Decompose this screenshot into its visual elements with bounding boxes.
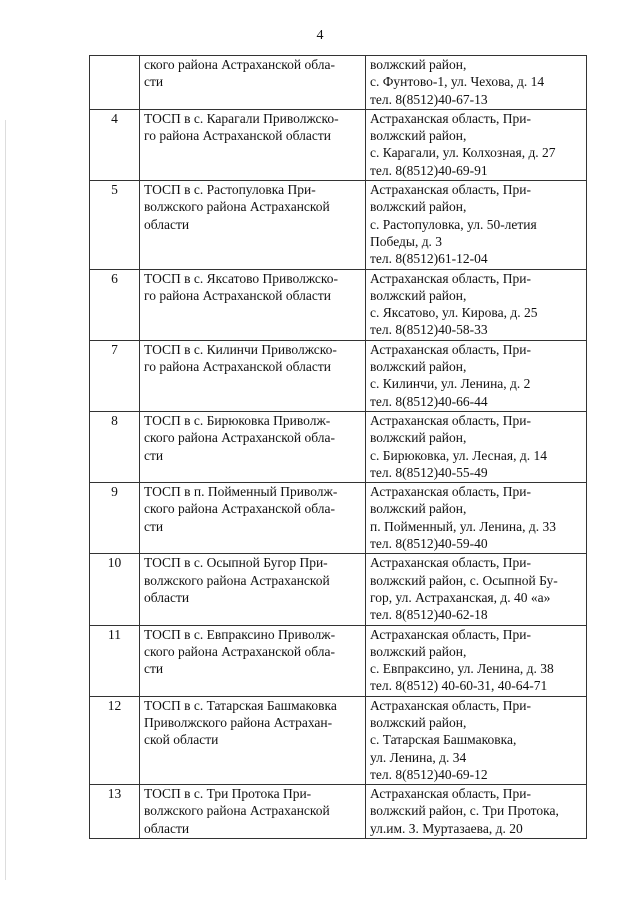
branch-name-line: ТОСП в с. Три Протока При- bbox=[144, 786, 312, 802]
branch-name-line: го района Астраханской области bbox=[144, 128, 331, 144]
branch-name-cell bbox=[140, 411, 366, 482]
address-cell bbox=[366, 411, 587, 482]
table-body bbox=[90, 56, 587, 839]
branch-name-line: Приволжского района Астрахан- bbox=[144, 714, 333, 730]
row-number bbox=[90, 56, 140, 110]
branch-name-line: сти bbox=[144, 661, 164, 677]
address-line: Астраханская область, При- bbox=[370, 412, 531, 428]
address-line: Астраханская область, При- bbox=[370, 626, 531, 642]
address-line: с. Бирюковка, ул. Лесная, д. 14 bbox=[370, 447, 547, 463]
branch-name-line: ского района Астраханской обла- bbox=[144, 57, 335, 72]
address-line: тел. 8(8512)40-67-13 bbox=[370, 91, 488, 107]
address-line: Астраханская область, При- bbox=[370, 484, 531, 500]
row-number: 8 bbox=[90, 411, 140, 482]
page-number: 4 bbox=[316, 28, 324, 43]
address-cell bbox=[366, 625, 587, 696]
table-row bbox=[90, 340, 587, 411]
branch-name-line: области bbox=[144, 589, 190, 605]
table-row bbox=[90, 56, 587, 110]
table-row bbox=[90, 785, 587, 839]
address-line: волжский район, bbox=[370, 128, 467, 144]
address-line: волжский район, с. Три Протока, bbox=[370, 803, 559, 819]
address-line: тел. 8(8512)40-55-49 bbox=[370, 464, 488, 480]
table-row bbox=[90, 411, 587, 482]
branch-name-line: ТОСП в с. Яксатово Приволжско- bbox=[144, 270, 339, 286]
address-line: тел. 8(8512)40-69-91 bbox=[370, 162, 488, 178]
scan-edge-line bbox=[5, 120, 6, 880]
table-row bbox=[90, 109, 587, 180]
row-number: 11 bbox=[90, 625, 140, 696]
address-cell bbox=[366, 340, 587, 411]
address-line: волжский район, с. Осыпной Бу- bbox=[370, 572, 558, 588]
branch-name-line: ТОСП в с. Бирюковка Приволж- bbox=[144, 412, 331, 428]
branch-name-line: ского района Астраханской обла- bbox=[144, 501, 335, 517]
address-cell bbox=[366, 269, 587, 340]
row-number: 13 bbox=[90, 785, 140, 839]
address-line: волжский район, bbox=[370, 714, 467, 730]
address-cell bbox=[366, 181, 587, 269]
row-number: 4 bbox=[90, 109, 140, 180]
address-cell bbox=[366, 785, 587, 839]
address-line: волжский район, bbox=[370, 501, 467, 517]
table-row bbox=[90, 483, 587, 554]
branch-name-cell bbox=[140, 785, 366, 839]
row-number: 5 bbox=[90, 181, 140, 269]
address-line: с. Килинчи, ул. Ленина, д. 2 bbox=[370, 376, 531, 392]
branch-name-line: сти bbox=[144, 74, 164, 90]
branch-name-line: ТОСП в с. Карагали Приволжско- bbox=[144, 110, 339, 126]
address-line: Победы, д. 3 bbox=[370, 233, 443, 249]
address-line: с. Растопуловка, ул. 50-летия bbox=[370, 216, 537, 232]
branch-name-line: области bbox=[144, 820, 190, 836]
address-line: с. Карагали, ул. Колхозная, д. 27 bbox=[370, 145, 556, 161]
address-line: с. Татарская Башмаковка, bbox=[370, 732, 517, 748]
address-line: волжский район, bbox=[370, 199, 467, 215]
address-cell bbox=[366, 56, 587, 110]
branch-name-line: ского района Астраханской обла- bbox=[144, 430, 335, 446]
address-cell bbox=[366, 483, 587, 554]
table-row bbox=[90, 696, 587, 784]
table-row bbox=[90, 269, 587, 340]
branch-name-cell bbox=[140, 181, 366, 269]
branch-name-line: ТОСП в с. Килинчи Приволжско- bbox=[144, 341, 337, 357]
address-line: Астраханская область, При- bbox=[370, 697, 531, 713]
branch-name-line: ской области bbox=[144, 732, 219, 748]
address-line: тел. 8(8512)40-62-18 bbox=[370, 607, 488, 623]
address-line: Астраханская область, При- bbox=[370, 270, 531, 286]
branch-name-line: ТОСП в п. Пойменный Приволж- bbox=[144, 484, 338, 500]
branch-name-line: области bbox=[144, 216, 190, 232]
row-number: 7 bbox=[90, 340, 140, 411]
table-row bbox=[90, 625, 587, 696]
address-cell bbox=[366, 109, 587, 180]
address-line: волжский район, bbox=[370, 430, 467, 446]
address-line: Астраханская область, При- bbox=[370, 786, 531, 802]
address-line: с. Фунтово-1, ул. Чехова, д. 14 bbox=[370, 74, 545, 90]
branch-name-cell bbox=[140, 56, 366, 110]
address-line: с. Евпраксино, ул. Ленина, д. 38 bbox=[370, 661, 554, 677]
address-line: ул.им. З. Муртазаева, д. 20 bbox=[370, 820, 523, 836]
address-line: тел. 8(8512) 40-60-31, 40-64-71 bbox=[370, 678, 548, 694]
branch-name-line: волжского района Астраханской bbox=[144, 572, 330, 588]
branch-name-line: сти bbox=[144, 518, 164, 534]
row-number: 12 bbox=[90, 696, 140, 784]
address-line: волжский район, bbox=[370, 359, 467, 375]
branch-name-cell bbox=[140, 696, 366, 784]
branch-name-cell bbox=[140, 554, 366, 625]
address-line: тел. 8(8512)40-58-33 bbox=[370, 322, 488, 338]
branch-name-line: сти bbox=[144, 447, 164, 463]
address-cell bbox=[366, 696, 587, 784]
address-line: тел. 8(8512)40-69-12 bbox=[370, 766, 488, 782]
row-number: 9 bbox=[90, 483, 140, 554]
address-line: волжский район, bbox=[370, 287, 467, 303]
branch-name-line: го района Астраханской области bbox=[144, 359, 331, 375]
address-line: волжский район, bbox=[370, 643, 467, 659]
branch-name-line: ТОСП в с. Растопуловка При- bbox=[144, 182, 316, 198]
branch-name-cell bbox=[140, 625, 366, 696]
address-line: Астраханская область, При- bbox=[370, 341, 531, 357]
address-line: Астраханская область, При- bbox=[370, 182, 531, 198]
branch-name-cell bbox=[140, 340, 366, 411]
address-line: ул. Ленина, д. 34 bbox=[370, 749, 467, 765]
address-line: с. Яксатово, ул. Кирова, д. 25 bbox=[370, 305, 538, 321]
address-line: тел. 8(8512)61-12-04 bbox=[370, 251, 488, 267]
branch-name-line: волжского района Астраханской bbox=[144, 803, 330, 819]
address-line: тел. 8(8512)40-59-40 bbox=[370, 536, 488, 552]
table-row bbox=[90, 181, 587, 269]
address-line: гор, ул. Астраханская, д. 40 «а» bbox=[370, 589, 551, 605]
branch-name-cell bbox=[140, 269, 366, 340]
row-number: 10 bbox=[90, 554, 140, 625]
branch-name-line: го района Астраханской области bbox=[144, 287, 331, 303]
branch-name-cell bbox=[140, 483, 366, 554]
address-line: тел. 8(8512)40-66-44 bbox=[370, 393, 488, 409]
branch-name-line: волжского района Астраханской bbox=[144, 199, 330, 215]
branch-name-line: ТОСП в с. Осыпной Бугор При- bbox=[144, 555, 328, 571]
address-cell bbox=[366, 554, 587, 625]
address-line: Астраханская область, При- bbox=[370, 555, 531, 571]
branch-name-line: ТОСП в с. Татарская Башмаковка bbox=[144, 697, 337, 713]
row-number: 6 bbox=[90, 269, 140, 340]
branch-name-line: ТОСП в с. Евпраксино Приволж- bbox=[144, 626, 336, 642]
address-line: Астраханская область, При- bbox=[370, 110, 531, 126]
address-line: волжский район, bbox=[370, 57, 467, 72]
branches-table bbox=[89, 55, 587, 839]
address-line: п. Пойменный, ул. Ленина, д. 33 bbox=[370, 518, 556, 534]
table-row bbox=[90, 554, 587, 625]
branch-name-line: ского района Астраханской обла- bbox=[144, 643, 335, 659]
branch-name-cell bbox=[140, 109, 366, 180]
